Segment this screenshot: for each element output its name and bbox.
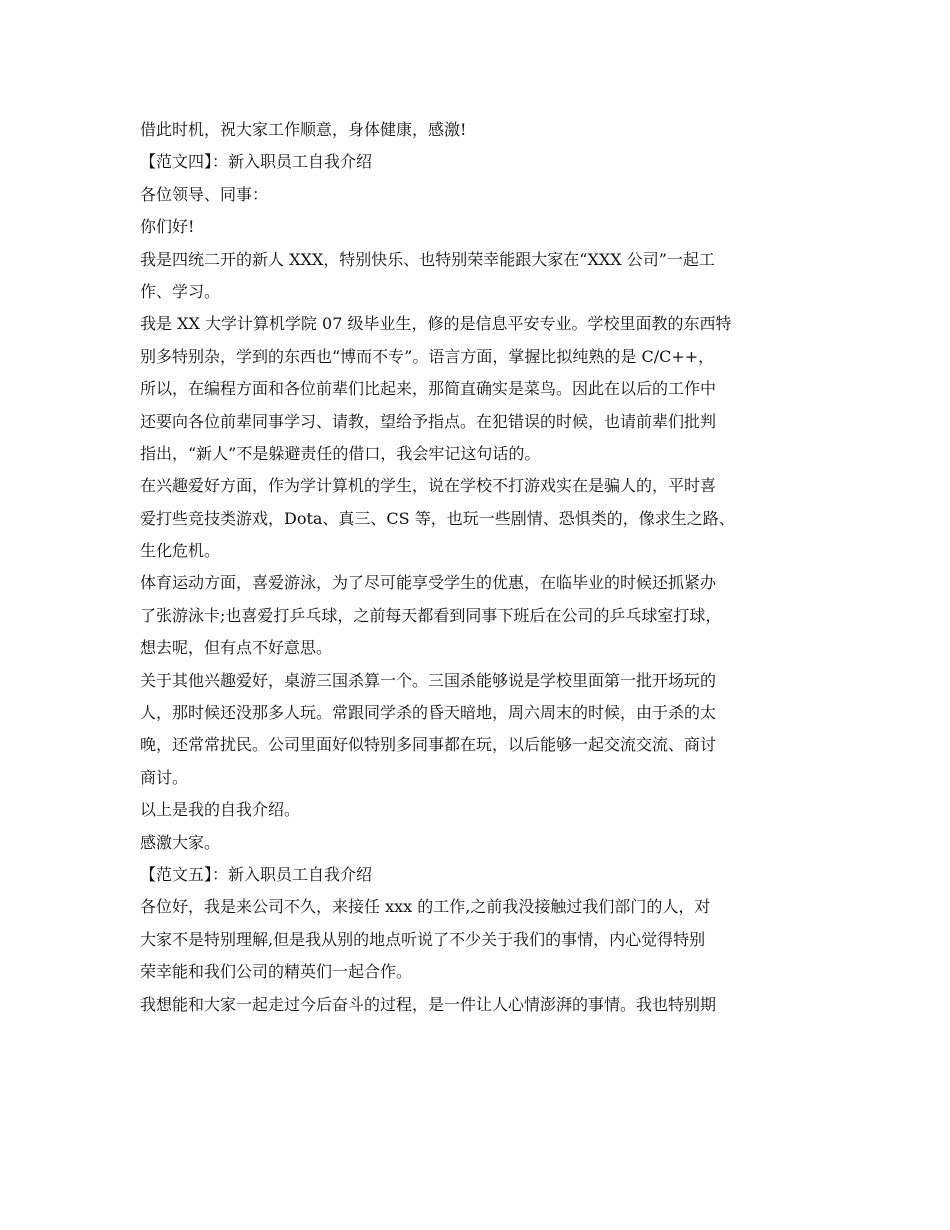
text-line: 各位领导、同事：	[140, 184, 269, 204]
text-line: 生化危机。	[140, 541, 221, 561]
text-line: 爱打些竞技类游戏，Dota、真三、CS 等，也玩一些剧情、恐惧类的，像求生之路、	[140, 508, 735, 528]
text-line: 以上是我的自我介绍。	[140, 800, 301, 820]
text-line: 关于其他兴趣爱好，桌游三国杀算一个。三国杀能够说是学校里面第一批开场玩的	[140, 670, 717, 690]
text-line: 体育运动方面，喜爱游泳，为了尽可能享受学生的优惠，在临毕业的时候还抓紧办	[140, 573, 717, 593]
text-line: 我想能和大家一起走过今后奋斗的过程，是一件让人心情澎湃的事情。我也特别期	[140, 994, 717, 1014]
section-heading: 【范文四】：新入职员工自我介绍	[140, 152, 373, 172]
text-line: 别多特别杂，学到的东西也“博而不专”。语言方面，掌握比拟纯熟的是 C/C++，	[140, 346, 715, 366]
text-line: 你们好!	[140, 217, 195, 237]
text-line: 晚，还常常扰民。公司里面好似特别多同事都在玩，以后能够一起交流交流、商讨	[140, 735, 717, 755]
text-line: 感激大家。	[140, 832, 221, 852]
text-line: 想去呢，但有点不好意思。	[140, 638, 333, 658]
text-line: 作、学习。	[140, 281, 221, 301]
text-line: 各位好，我是来公司不久，来接任 xxx 的工作,之前我没接触过我们部门的人，对	[140, 897, 711, 917]
text-line: 指出，“新人”不是躲避责任的借口，我会牢记这句话的。	[140, 443, 541, 463]
text-line: 所以，在编程方面和各位前辈们比起来，那简直确实是菜鸟。因此在以后的工作中	[140, 379, 717, 399]
text-line: 了张游泳卡;也喜爱打乒乓球，之前每天都看到同事下班后在公司的乒乓球室打球，	[140, 605, 722, 625]
text-line: 人，那时候还没那多人玩。常跟同学杀的昏天暗地，周六周末的时候，由于杀的太	[140, 703, 717, 723]
text-line: 我是 XX 大学计算机学院 07 级毕业生，修的是信息平安专业。学校里面教的东西特	[140, 314, 732, 334]
text-line: 大家不是特别理解,但是我从别的地点听说了不少关于我们的事情，内心觉得特别	[140, 929, 706, 949]
text-line: 荣幸能和我们公司的精英们一起合作。	[140, 962, 413, 982]
section-heading: 【范文五】：新入职员工自我介绍	[140, 864, 373, 884]
document-body	[140, 114, 830, 1021]
text-line: 在兴趣爱好方面，作为学计算机的学生，说在学校不打游戏实在是骗人的，平时喜	[140, 476, 717, 496]
text-line: 商讨。	[140, 767, 189, 787]
text-line: 借此时机，祝大家工作顺意，身体健康，感激!	[140, 120, 467, 139]
text-line: 还要向各位前辈同事学习、请教，望给予指点。在犯错误的时候，也请前辈们批判	[140, 411, 717, 431]
text-line: 我是四统二开的新人 XXX，特别快乐、也特别荣幸能跟大家在“XXX 公司”一起工	[140, 249, 715, 269]
